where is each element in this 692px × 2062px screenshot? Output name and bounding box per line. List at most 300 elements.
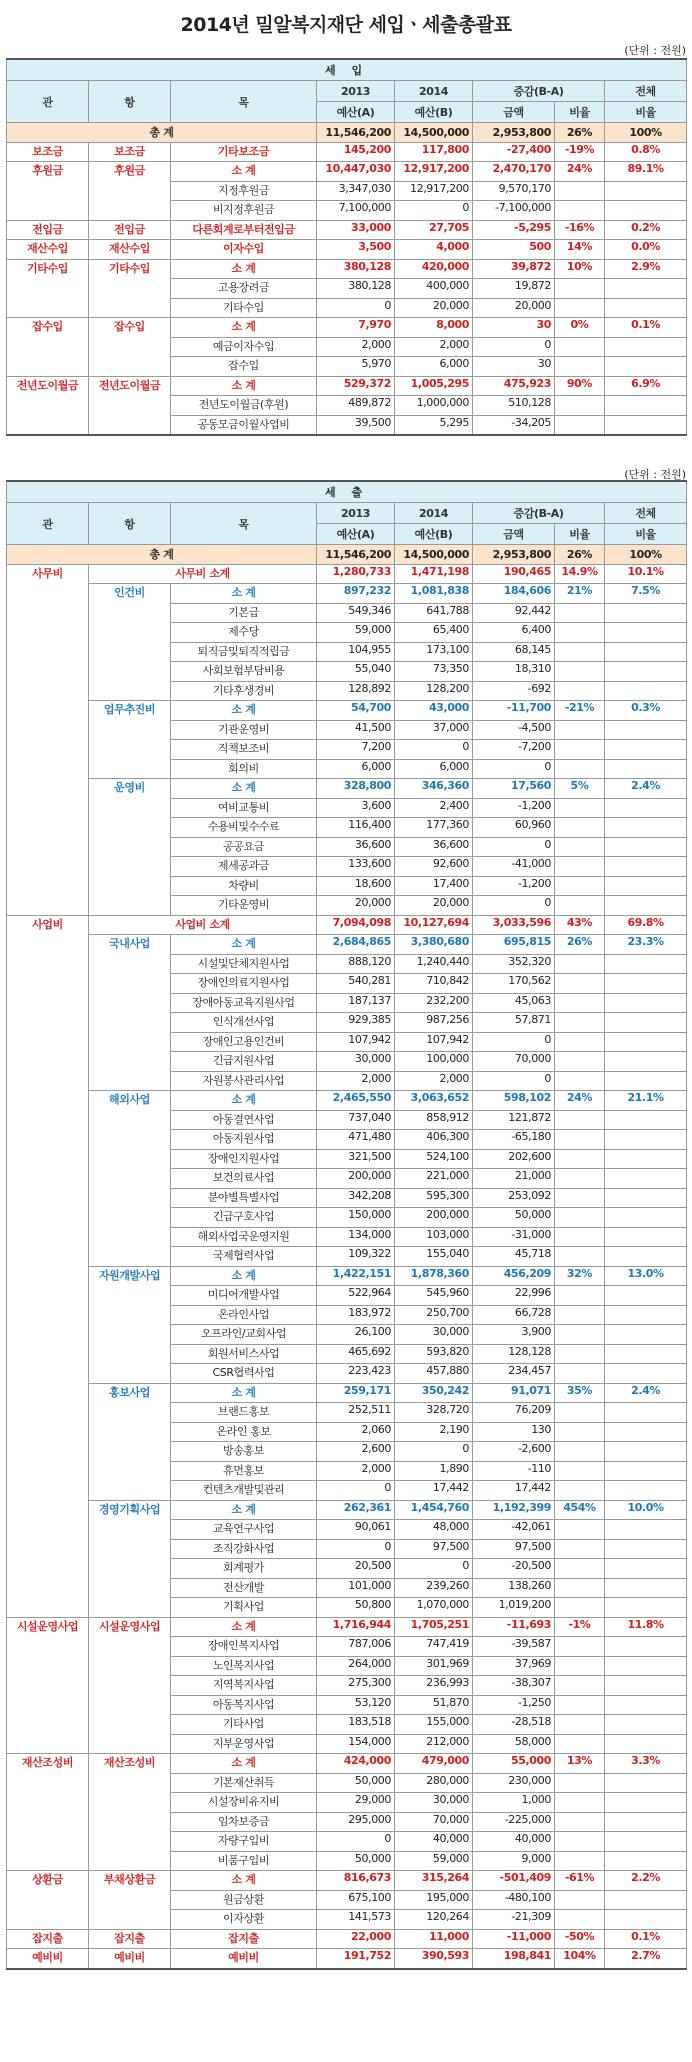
cell-2014: 27,705 [395, 220, 473, 240]
cell-ratio [555, 415, 605, 435]
cell-gwan [7, 1734, 89, 1754]
cell-2013: 321,500 [317, 1149, 395, 1169]
cell-share [605, 740, 687, 760]
cell-mok: 소 계 [171, 584, 317, 604]
cell-mok: 수용비및수수료 [171, 818, 317, 838]
cell-hang [89, 1208, 171, 1228]
cell-ratio [555, 798, 605, 818]
cell-share [605, 279, 687, 299]
cell-hang [89, 1286, 171, 1306]
table-row [7, 701, 687, 721]
cell-mok: 예금이자수입 [171, 337, 317, 357]
cell-mok: 장애인의료지원사업 [171, 974, 317, 994]
cell-share [605, 181, 687, 201]
cell-ratio [555, 1734, 605, 1754]
table-row [7, 1559, 687, 1579]
cell-share [605, 1520, 687, 1540]
table-row [7, 1461, 687, 1481]
total-ratio: 26% [555, 545, 605, 565]
cell-gwan [7, 1188, 89, 1208]
table-row [7, 1091, 687, 1111]
cell-ratio [555, 1695, 605, 1715]
cell-2013: 424,000 [317, 1754, 395, 1774]
cell-2013: 101,000 [317, 1578, 395, 1598]
cell-ratio [555, 1169, 605, 1189]
cell-share [605, 1715, 687, 1735]
total-label: 총 계 [7, 545, 317, 565]
cell-2014: 328,720 [395, 1403, 473, 1423]
cell-gwan: 시설운영사업 [7, 1617, 89, 1637]
cell-share [605, 1559, 687, 1579]
cell-hang [89, 993, 171, 1013]
cell-hang [89, 837, 171, 857]
cell-2014: 545,960 [395, 1286, 473, 1306]
cell-diff: 39,872 [473, 259, 555, 279]
col-diff: 증감(B-A) [473, 503, 605, 524]
cell-2013: 0 [317, 1832, 395, 1852]
cell-gwan [7, 1773, 89, 1793]
cell-share: 2.4% [605, 1383, 687, 1403]
cell-ratio: 32% [555, 1266, 605, 1286]
table-row [7, 415, 687, 435]
table-row [7, 1637, 687, 1657]
cell-2013: 29,000 [317, 1793, 395, 1813]
cell-2013: 107,942 [317, 1032, 395, 1052]
cell-ratio [555, 1461, 605, 1481]
cell-diff: 456,209 [473, 1266, 555, 1286]
cell-2014: 0 [395, 201, 473, 221]
cell-diff: -480,100 [473, 1890, 555, 1910]
cell-2014: 92,600 [395, 857, 473, 877]
cell-hang: 후원금 [89, 162, 171, 182]
cell-mok: 직책보조비 [171, 740, 317, 760]
cell-hang [89, 1812, 171, 1832]
cell-hang [89, 1110, 171, 1130]
cell-hang: 기타수입 [89, 259, 171, 279]
cell-ratio: -61% [555, 1871, 605, 1891]
cell-hang [89, 1832, 171, 1852]
cell-diff: -4,500 [473, 720, 555, 740]
cell-diff: -38,307 [473, 1676, 555, 1696]
cell-gwan [7, 603, 89, 623]
cell-2014: 280,000 [395, 1773, 473, 1793]
table-row [7, 279, 687, 299]
total-diff: 2,953,800 [473, 545, 555, 565]
cell-gwan [7, 1169, 89, 1189]
cell-2013: 275,300 [317, 1676, 395, 1696]
cell-gwan [7, 1344, 89, 1364]
cell-2014: 641,788 [395, 603, 473, 623]
cell-share: 21.1% [605, 1091, 687, 1111]
cell-share [605, 681, 687, 701]
cell-gwan [7, 1812, 89, 1832]
cell-2014: 593,820 [395, 1344, 473, 1364]
cell-diff: 234,457 [473, 1364, 555, 1384]
table-row [7, 1305, 687, 1325]
cell-diff: -28,518 [473, 1715, 555, 1735]
cell-gwan [7, 1461, 89, 1481]
cell-share [605, 1305, 687, 1325]
cell-2013: 187,137 [317, 993, 395, 1013]
cell-ratio [555, 1422, 605, 1442]
cell-diff: 19,872 [473, 279, 555, 299]
table-row [7, 1149, 687, 1169]
cell-mok: 오프라인/교회사업 [171, 1325, 317, 1345]
cell-gwan [7, 1715, 89, 1735]
cell-2013: 18,600 [317, 876, 395, 896]
cell-ratio [555, 896, 605, 916]
cell-mok: 잡지출 [171, 1929, 317, 1949]
cell-2013: 929,385 [317, 1013, 395, 1033]
table-row [7, 1812, 687, 1832]
cell-diff: 0 [473, 1071, 555, 1091]
cell-mok: 이자수입 [171, 240, 317, 260]
cell-2014: 1,471,198 [395, 564, 473, 584]
cell-hang [89, 1773, 171, 1793]
cell-mok: 지부운영사업 [171, 1734, 317, 1754]
cell-share [605, 1403, 687, 1423]
cell-2013: 888,120 [317, 954, 395, 974]
cell-2013: 2,000 [317, 1461, 395, 1481]
col-amount: 금액 [473, 524, 555, 545]
cell-gwan [7, 1539, 89, 1559]
cell-ratio [555, 298, 605, 318]
cell-ratio [555, 974, 605, 994]
cell-gwan [7, 1890, 89, 1910]
cell-diff: -1,250 [473, 1695, 555, 1715]
cell-hang: 자원개발사업 [89, 1266, 171, 1286]
cell-mok: 소 계 [171, 1266, 317, 1286]
cell-share: 0.3% [605, 701, 687, 721]
cell-gwan [7, 201, 89, 221]
cell-2014: 346,360 [395, 779, 473, 799]
cell-2014: 747,419 [395, 1637, 473, 1657]
cell-diff: 68,145 [473, 642, 555, 662]
cell-hang [89, 1851, 171, 1871]
cell-hang: 잡수입 [89, 318, 171, 338]
cell-2014: 12,917,200 [395, 181, 473, 201]
cell-ratio: 14.9% [555, 564, 605, 584]
cell-2014: 0 [395, 1559, 473, 1579]
cell-ratio [555, 1188, 605, 1208]
cell-ratio: 0% [555, 318, 605, 338]
cell-diff: -225,000 [473, 1812, 555, 1832]
cell-gwan [7, 1637, 89, 1657]
cell-2014: 4,000 [395, 240, 473, 260]
cell-ratio [555, 1832, 605, 1852]
table-row [7, 740, 687, 760]
total-2014: 14,500,000 [395, 545, 473, 565]
cell-2013: 471,480 [317, 1130, 395, 1150]
cell-share [605, 1910, 687, 1930]
col-2014-sub: 예산(B) [395, 102, 473, 123]
table-row [7, 1539, 687, 1559]
table-row [7, 142, 687, 162]
cell-2014: 400,000 [395, 279, 473, 299]
cell-mok: 온라인사업 [171, 1305, 317, 1325]
cell-share: 2.4% [605, 779, 687, 799]
cell-2013: 54,700 [317, 701, 395, 721]
table-row [7, 1442, 687, 1462]
cell-ratio [555, 396, 605, 416]
cell-gwan [7, 1032, 89, 1052]
cell-hang [89, 1325, 171, 1345]
cell-share [605, 1812, 687, 1832]
cell-mok: 예비비 [171, 1949, 317, 1969]
cell-gwan [7, 357, 89, 377]
cell-mok: 장애인지원사업 [171, 1149, 317, 1169]
table-row [7, 954, 687, 974]
unit-label-2: (단위 : 전원) [624, 468, 686, 481]
cell-2014: 17,400 [395, 876, 473, 896]
cell-2013: 675,100 [317, 1890, 395, 1910]
cell-mok: 보건의료사업 [171, 1169, 317, 1189]
cell-mok: 장애아동교육지원사업 [171, 993, 317, 1013]
table-row [7, 1500, 687, 1520]
cell-hang [89, 1559, 171, 1579]
cell-diff: 184,606 [473, 584, 555, 604]
cell-2013: 342,208 [317, 1188, 395, 1208]
table-row [7, 1188, 687, 1208]
cell-2014: 595,300 [395, 1188, 473, 1208]
cell-gwan: 상환금 [7, 1871, 89, 1891]
cell-ratio [555, 720, 605, 740]
cell-diff: -41,000 [473, 857, 555, 877]
cell-mok: 소 계 [171, 376, 317, 396]
cell-mok: 소 계 [171, 1617, 317, 1637]
cell-mok: 브랜드홍보 [171, 1403, 317, 1423]
cell-ratio [555, 1793, 605, 1813]
cell-hang: 재산조성비 [89, 1754, 171, 1774]
cell-2013: 540,281 [317, 974, 395, 994]
cell-gwan [7, 1247, 89, 1267]
cell-hang [89, 681, 171, 701]
col-ratio: 비율 [555, 524, 605, 545]
cell-diff: 510,128 [473, 396, 555, 416]
cell-share [605, 337, 687, 357]
cell-hang: 홍보사업 [89, 1383, 171, 1403]
cell-mok: 소 계 [171, 1500, 317, 1520]
cell-ratio [555, 1910, 605, 1930]
cell-2013: 1,280,733 [317, 564, 395, 584]
cell-2013: 150,000 [317, 1208, 395, 1228]
cell-hang [89, 396, 171, 416]
cell-2014: 51,870 [395, 1695, 473, 1715]
cell-hang [89, 876, 171, 896]
cell-2013: 1,716,944 [317, 1617, 395, 1637]
cell-hang [89, 603, 171, 623]
cell-2014: 43,000 [395, 701, 473, 721]
col-diff: 증감(B-A) [473, 81, 605, 102]
cell-2013: 897,232 [317, 584, 395, 604]
total-share: 100% [605, 123, 687, 143]
cell-2013: 59,000 [317, 623, 395, 643]
col-2013-sub: 예산(A) [317, 524, 395, 545]
cell-ratio [555, 279, 605, 299]
cell-mok: 소 계 [171, 1754, 317, 1774]
table-row [7, 1208, 687, 1228]
total-ratio: 26% [555, 123, 605, 143]
cell-gwan [7, 642, 89, 662]
cell-2014: 30,000 [395, 1793, 473, 1813]
cell-hang: 인건비 [89, 584, 171, 604]
unit-label: (단위 : 전원) [624, 44, 686, 57]
col-2013: 2013 [317, 503, 395, 524]
cell-gwan [7, 1071, 89, 1091]
cell-ratio [555, 759, 605, 779]
cell-diff: 6,400 [473, 623, 555, 643]
cell-gwan [7, 584, 89, 604]
cell-2013: 30,000 [317, 1052, 395, 1072]
cell-mok: CSR협력사업 [171, 1364, 317, 1384]
cell-mok: 이자상환 [171, 1910, 317, 1930]
cell-2013: 183,972 [317, 1305, 395, 1325]
cell-gwan [7, 798, 89, 818]
table-row [7, 1227, 687, 1247]
col-2013: 2013 [317, 81, 395, 102]
table-row [7, 1247, 687, 1267]
cell-mok: 기타보조금 [171, 142, 317, 162]
cell-ratio [555, 1052, 605, 1072]
cell-mok: 교육연구사업 [171, 1520, 317, 1540]
cell-mok: 미디어개발사업 [171, 1286, 317, 1306]
cell-mok: 제수당 [171, 623, 317, 643]
cell-2014: 177,360 [395, 818, 473, 838]
cell-share [605, 1013, 687, 1033]
cell-gwan [7, 993, 89, 1013]
cell-2014: 212,000 [395, 1734, 473, 1754]
cell-mok: 차량비 [171, 876, 317, 896]
cell-diff: 130 [473, 1422, 555, 1442]
cell-diff: -5,295 [473, 220, 555, 240]
cell-gwan [7, 1266, 89, 1286]
cell-ratio [555, 681, 605, 701]
col-share: 전체 [605, 503, 687, 524]
cell-hang [89, 1656, 171, 1676]
cell-share [605, 1052, 687, 1072]
cell-2014: 2,000 [395, 337, 473, 357]
cell-diff: -692 [473, 681, 555, 701]
cell-share [605, 1364, 687, 1384]
cell-2014: 406,300 [395, 1130, 473, 1150]
cell-diff: 0 [473, 759, 555, 779]
col-ratio: 비율 [555, 102, 605, 123]
cell-share [605, 1676, 687, 1696]
cell-2013: 2,060 [317, 1422, 395, 1442]
cell-2014: 155,000 [395, 1715, 473, 1735]
cell-mok: 제세공과금 [171, 857, 317, 877]
table-row [7, 1656, 687, 1676]
cell-2014: 301,969 [395, 1656, 473, 1676]
table-row [7, 1949, 687, 1969]
cell-ratio [555, 1773, 605, 1793]
cell-mok: 시설장비유지비 [171, 1793, 317, 1813]
cell-hang [89, 337, 171, 357]
cell-2013: 7,100,000 [317, 201, 395, 221]
cell-2013: 2,684,865 [317, 935, 395, 955]
cell-share [605, 1461, 687, 1481]
cell-2013: 7,970 [317, 318, 395, 338]
cell-gwan [7, 954, 89, 974]
cell-gwan [7, 1052, 89, 1072]
cell-2014: 36,600 [395, 837, 473, 857]
cell-2014: 6,000 [395, 357, 473, 377]
cell-2013: 0 [317, 1481, 395, 1501]
cell-2013: 141,573 [317, 1910, 395, 1930]
cell-share [605, 1539, 687, 1559]
table-row [7, 720, 687, 740]
cell-mok: 분야별특별사업 [171, 1188, 317, 1208]
table-row [7, 974, 687, 994]
expense-section-title: 세 출 [7, 481, 687, 503]
cell-mok: 전년도이월금(후원) [171, 396, 317, 416]
cell-share [605, 642, 687, 662]
cell-hang: 예비비 [89, 1949, 171, 1969]
cell-2014: 17,442 [395, 1481, 473, 1501]
income-total-row [7, 123, 687, 143]
cell-share: 6.9% [605, 376, 687, 396]
cell-gwan [7, 415, 89, 435]
cell-gwan [7, 1149, 89, 1169]
table-row [7, 1617, 687, 1637]
cell-diff: -21,309 [473, 1910, 555, 1930]
cell-gwan [7, 1695, 89, 1715]
cell-hang [89, 720, 171, 740]
table-row [7, 1520, 687, 1540]
col-2014: 2014 [395, 503, 473, 524]
cell-2014: 1,705,251 [395, 1617, 473, 1637]
cell-mok: 시설및단체지원사업 [171, 954, 317, 974]
cell-share [605, 818, 687, 838]
cell-mok: 기타사업 [171, 1715, 317, 1735]
cell-diff: 91,071 [473, 1383, 555, 1403]
cell-share: 3.3% [605, 1754, 687, 1774]
cell-gwan: 재산수입 [7, 240, 89, 260]
cell-ratio: 43% [555, 915, 605, 935]
cell-mok: 아동지원사업 [171, 1130, 317, 1150]
cell-share: 10.1% [605, 564, 687, 584]
cell-hang [89, 642, 171, 662]
cell-2014: 1,000,000 [395, 396, 473, 416]
cell-diff: -2,600 [473, 1442, 555, 1462]
cell-gwan [7, 1403, 89, 1423]
cell-mok: 기본급 [171, 603, 317, 623]
cell-diff: 57,871 [473, 1013, 555, 1033]
cell-gwan [7, 396, 89, 416]
table-row [7, 298, 687, 318]
cell-hang: 부채상환금 [89, 1871, 171, 1891]
cell-share [605, 1890, 687, 1910]
cell-diff: 30 [473, 357, 555, 377]
cell-share [605, 759, 687, 779]
cell-hang [89, 1247, 171, 1267]
cell-2013: 816,673 [317, 1871, 395, 1891]
cell-diff: -1,200 [473, 876, 555, 896]
cell-share [605, 1110, 687, 1130]
cell-ratio [555, 1715, 605, 1735]
cell-2014: 20,000 [395, 298, 473, 318]
cell-diff: 138,260 [473, 1578, 555, 1598]
table-row [7, 935, 687, 955]
cell-2013: 20,500 [317, 1559, 395, 1579]
cell-diff: -34,205 [473, 415, 555, 435]
cell-ratio [555, 1344, 605, 1364]
cell-mok: 노인복지사업 [171, 1656, 317, 1676]
cell-mok: 비품구입비 [171, 1851, 317, 1871]
cell-ratio [555, 1286, 605, 1306]
cell-2014: 390,593 [395, 1949, 473, 1969]
col-2013-sub: 예산(A) [317, 102, 395, 123]
